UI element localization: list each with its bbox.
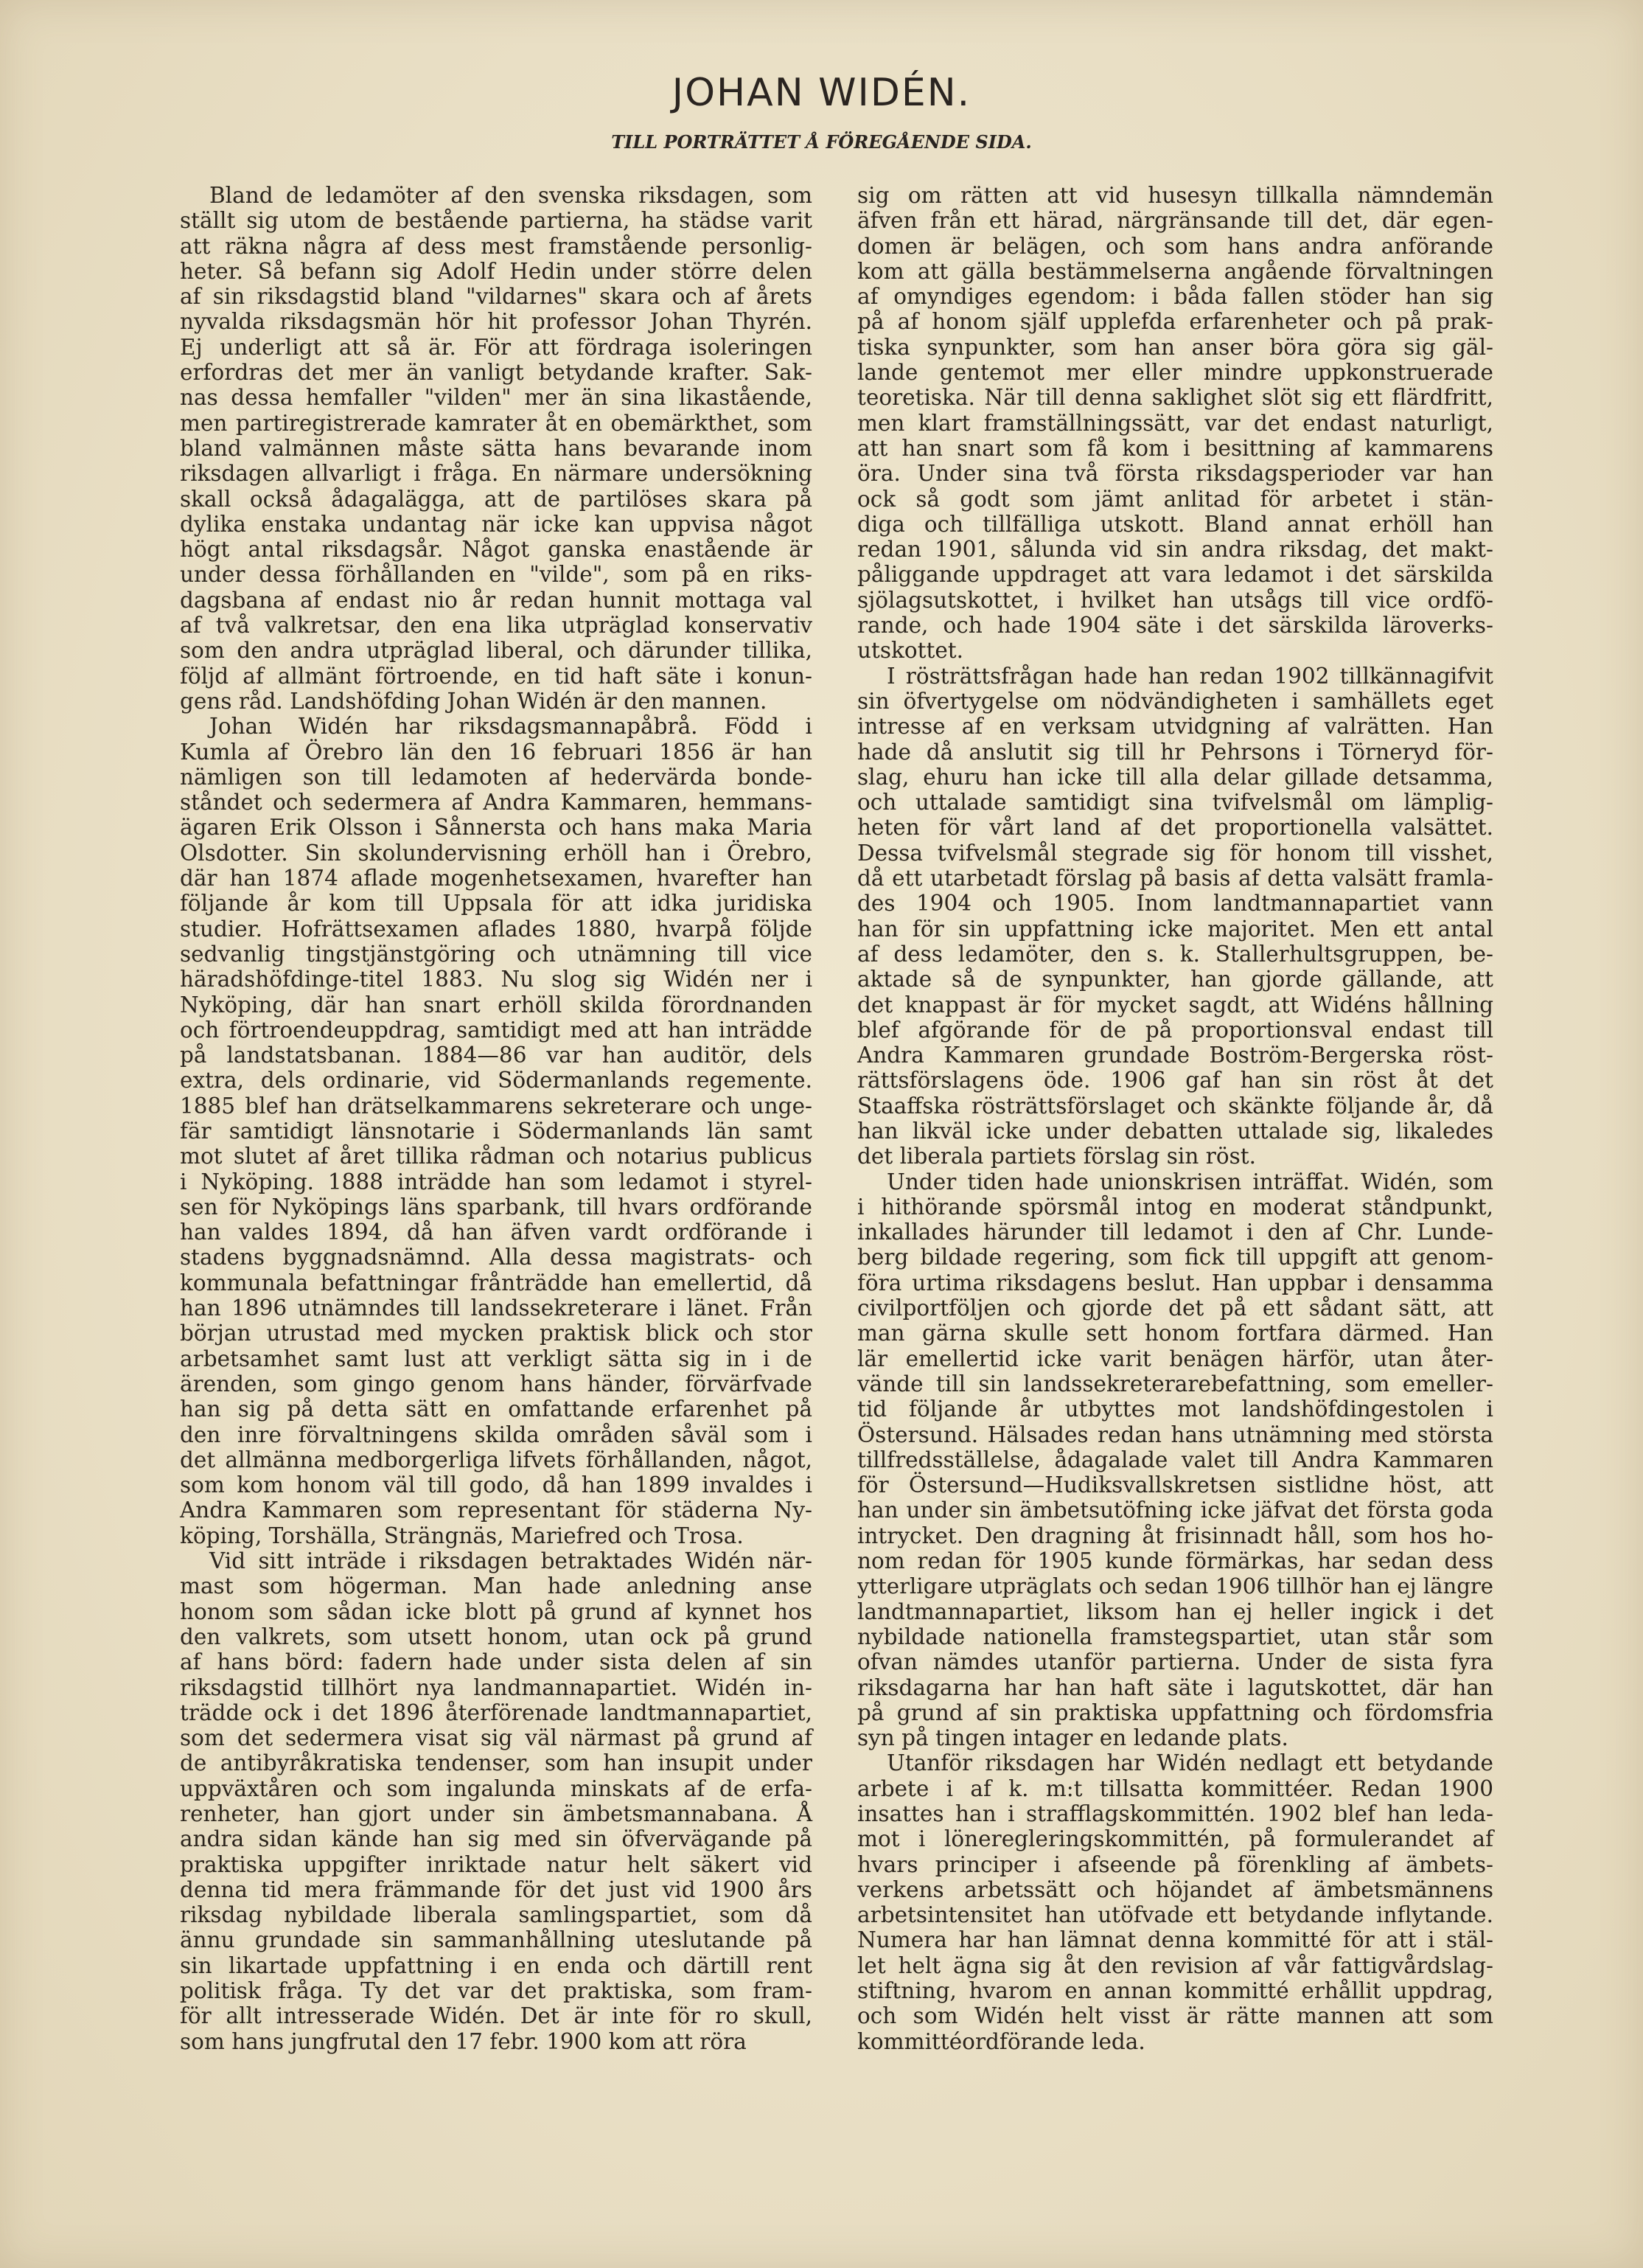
text-line: som det sedermera visat sig väl närmast på grund af (180, 1725, 812, 1751)
text-line: rande, och hade 1904 säte i det särskilda läroverks- (857, 613, 1493, 639)
text-line: intrycket. Den dragning åt frisinnadt håll, som hos ho- (857, 1523, 1493, 1548)
right-text-column (857, 183, 1493, 2054)
text-line: Olsdotter. Sin skolundervisning erhöll han i Örebro, (180, 840, 812, 866)
text-line: ståndet och sedermera af Andra Kammaren, hemmans- (180, 790, 812, 815)
text-line: Östersund. Hälsades redan hans utnämning med största (857, 1422, 1493, 1447)
article-title: JOHAN WIDÉN. (671, 71, 972, 115)
text-line: högt antal riksdagsår. Något ganska enastående är (180, 537, 812, 563)
text-line: vände till sin landssekreterarebefattning, som emeller- (857, 1371, 1493, 1396)
text-line: gens råd. Landshöfding Johan Widén är den mannen. (180, 688, 767, 714)
text-line: stadens byggnadsnämnd. Alla dessa magistrats- och (180, 1245, 812, 1270)
text-line: af omyndiges egendom: i båda fallen stöder han sig (857, 284, 1493, 310)
text-line: verkens arbetssätt och höjandet af ämbetsmännens (857, 1876, 1493, 1902)
text-line: då ett utarbetadt förslag på basis af detta valsätt framla- (857, 866, 1493, 891)
text-line: hade då anslutit sig till hr Pehrsons i Törneryd för- (857, 739, 1493, 765)
text-line: den valkrets, som utsett honom, utan ock på grund (180, 1624, 812, 1649)
text-line: riksdagstid tillhört nya landmannapartiet. Widén in- (180, 1674, 812, 1700)
text-line: Bland de ledamöter af den svenska riksdagen, som (209, 183, 812, 208)
text-line: slag, ehuru han icke till alla delar gillade detsamma, (857, 764, 1493, 790)
text-line: Andra Kammaren grundade Boström-Bergerska röst- (857, 1043, 1493, 1068)
text-line: arbetsintensitet han utöfvade ett betydande inflytande. (857, 1902, 1493, 1928)
text-line: insattes han i strafflagskommittén. 1902 blef han leda- (857, 1801, 1493, 1826)
text-line: lär emellertid icke varit benägen härför, utan åter- (857, 1346, 1493, 1371)
text-line: tid följande år utbyttes mot landshöfdingestolen i (857, 1396, 1493, 1422)
text-line: Vid sitt inträde i riksdagen betraktades Widén när- (209, 1548, 812, 1574)
text-line: riksdagarna har han haft säte i lagutskottet, där han (857, 1674, 1493, 1700)
text-line: utskottet. (857, 638, 964, 664)
text-line: han 1896 utnämndes till landssekreterare i länet. Från (180, 1295, 812, 1321)
text-line: början utrustad med mycken praktisk blick och stor (180, 1321, 812, 1346)
text-line: följd af allmänt förtroende, en tid haft säte i konun- (180, 663, 812, 689)
text-line: följande år kom till Uppsala för att idka juridiska (180, 891, 812, 916)
text-line: dylika enstaka undantag när icke kan uppvisa något (180, 511, 812, 537)
text-line: i hithörande spörsmål intog en moderat ståndpunkt, (857, 1194, 1493, 1220)
text-line: tiska synpunkter, som han anser böra göra sig gäl- (857, 334, 1493, 360)
text-line: ännu grundade sin sammanhållning uteslutande på (180, 1927, 812, 1953)
text-line: mast som högerman. Man hade anledning anse (180, 1573, 812, 1599)
text-line: diga och tillfälliga utskott. Bland annat erhöll han (857, 511, 1493, 537)
text-line: den inre förvaltningens skilda områden såväl som i (180, 1422, 812, 1447)
text-line: inkallades härunder till ledamot i den af Chr. Lunde- (857, 1220, 1493, 1245)
text-line: på af honom själf upplefda erfarenheter och på prak- (857, 309, 1493, 335)
text-line: riksdagen allvarligt i fråga. En närmare undersökning (180, 461, 812, 487)
text-line: blef afgörande för de på proportionsval endast till (857, 1017, 1493, 1043)
text-line: renheter, han gjort under sin ämbetsmannabana. Å (180, 1801, 812, 1826)
text-line: kommittéordförande leda. (857, 2028, 1145, 2054)
text-line: Dessa tvifvelsmål stegrade sig för honom till visshet, (857, 840, 1493, 866)
text-line: kommunala befattningar frånträdde han emellertid, då (180, 1270, 812, 1295)
text-line: sin likartade uppfattning i en enda och därtill rent (180, 1952, 812, 1978)
text-line: stiftning, hvarom en annan kommitté erhållit uppdrag, (857, 1978, 1493, 2004)
text-line: han likväl icke under debatten uttalade sig, likaledes (857, 1118, 1493, 1144)
text-line: nyvalda riksdagsmän hör hit professor Johan Thyrén. (180, 309, 812, 335)
text-line: syn på tingen intager en ledande plats. (857, 1725, 1288, 1751)
text-line: han valdes 1894, då han äfven vardt ordförande i (180, 1220, 812, 1245)
text-line: des 1904 och 1905. Inom landtmannapartiet vann (857, 891, 1493, 916)
text-line: dagsbana af endast nio år redan hunnit mottaga val (180, 587, 812, 613)
text-line: sig om rätten att vid husesyn tillkalla nämndemän (857, 183, 1493, 208)
text-line: som kom honom väl till godo, då han 1899 invaldes i (180, 1472, 812, 1498)
text-line: Ej underligt att så är. För att fördraga isoleringen (180, 334, 812, 360)
text-line: fär samtidigt länsnotarie i Södermanlands län samt (180, 1118, 812, 1144)
text-line: redan 1901, sålunda vid sin andra riksdag, det makt- (857, 537, 1493, 563)
text-line: sjölagsutskottet, i hvilket han utsågs till vice ordfö- (857, 587, 1493, 613)
text-line: ställt sig utom de bestående partierna, ha städse varit (180, 208, 812, 234)
text-line: Utanför riksdagen har Widén nedlagt ett betydande (887, 1750, 1493, 1776)
article-subtitle: TILL PORTRÄTTET Å FÖREGÅENDE SIDA. (611, 131, 1032, 153)
text-line: ärenden, som gingo genom hans händer, förvärfvade (180, 1371, 812, 1396)
text-line: tillfredsställelse, ådagalade valet till Andra Kammaren (857, 1447, 1493, 1472)
text-line: af dess ledamöter, den s. k. Stallerhultsgruppen, be- (857, 941, 1493, 967)
text-line: af två valkretsar, den ena lika utpräglad konservativ (180, 613, 812, 639)
text-line: lande gentemot mer eller mindre uppkonstruerade (857, 360, 1493, 386)
text-line: nybildade nationella framstegspartiet, utan står som (857, 1624, 1493, 1649)
text-line: föra urtima riksdagens beslut. Han uppbar i densamma (857, 1270, 1493, 1295)
text-line: sen för Nyköpings läns sparbank, till hvars ordförande (180, 1194, 812, 1220)
text-line: som hans jungfrutal den 17 febr. 1900 kom att röra (180, 2028, 747, 2054)
left-text-column (180, 183, 812, 2054)
text-line: arbetsamhet samt lust att verkligt sätta sig in i de (180, 1346, 812, 1371)
text-line: han under sin ämbetsutöfning icke jäfvat det första goda (857, 1497, 1493, 1523)
text-line: honom som sådan icke blott på grund af kynnet hos (180, 1599, 812, 1624)
text-line: domen är belägen, och som hans andra anförande (857, 233, 1493, 259)
text-line: men klart framställningssätt, var det endast naturligt, (857, 410, 1493, 436)
text-line: köping, Torshälla, Strängnäs, Mariefred och Trosa. (180, 1523, 744, 1548)
text-line: och som Widén helt visst är rätte mannen att som (857, 2003, 1493, 2029)
text-line: skall också ådagalägga, att de partilöses skara på (180, 486, 812, 512)
text-line: studier. Hofrättsexamen aflades 1880, hvarpå följde (180, 916, 812, 942)
text-line: ytterligare utpräglats och sedan 1906 tillhör han ej längre (857, 1573, 1493, 1599)
text-line: och förtroendeuppdrag, samtidigt med att han inträdde (180, 1017, 812, 1043)
text-line: let helt ägna sig åt den revision af vår fattigvårdslag- (857, 1952, 1493, 1978)
text-line: nas dessa hemfaller "vilden" mer än sina likastående, (180, 385, 812, 411)
text-line: öra. Under sina två första riksdagsperioder var han (857, 461, 1493, 487)
text-line: aktade så de synpunkter, han gjorde gällande, att (857, 967, 1493, 992)
text-line: nom redan för 1905 kunde förmärkas, har sedan dess (857, 1548, 1493, 1574)
text-line: 1885 blef han drätselkammarens sekreterare och unge- (180, 1093, 812, 1119)
text-line: extra, dels ordinarie, vid Södermanlands regemente. (180, 1068, 812, 1093)
text-line: ägaren Erik Olsson i Sånnersta och hans maka Maria (180, 815, 812, 841)
text-line: för Östersund—Hudiksvallskretsen sistlidne höst, att (857, 1472, 1493, 1498)
text-line: som den andra utpräglad liberal, och därunder tillika, (180, 638, 812, 664)
text-line: uppväxtåren och som ingalunda minskats af de erfa- (180, 1775, 812, 1801)
text-line: där han 1874 aflade mogenhetsexamen, hvarefter han (180, 866, 812, 891)
text-line: bland valmännen måste sätta hans bevarande inom (180, 435, 812, 461)
text-line: trädde ock i det 1896 återförenade landtmannapartiet, (180, 1700, 812, 1725)
text-line: man gärna skulle sett honom fortfara därmed. Han (857, 1321, 1493, 1346)
text-line: han sig på detta sätt en omfattande erfarenhet på (180, 1396, 812, 1422)
text-line: ofvan nämdes utanför partierna. Under de sista fyra (857, 1649, 1493, 1675)
text-line: de antibyråkratiska tendenser, som han insupit under (180, 1750, 812, 1776)
text-line: på landstatsbanan. 1884—86 var han auditör, dels (180, 1043, 812, 1068)
text-line: denna tid mera främmande för det just vid 1900 års (180, 1876, 812, 1902)
text-line: att räkna några af dess mest framstående personlig- (180, 233, 812, 259)
text-line: för allt intresserade Widén. Det är inte för ro skull, (180, 2003, 812, 2029)
text-line: rättsförslagens öde. 1906 gaf han sin röst åt det (857, 1068, 1493, 1093)
text-line: af hans börd: fadern hade under sista delen af sin (180, 1649, 812, 1675)
text-line: det liberala partiets förslag sin röst. (857, 1144, 1256, 1169)
text-line: heter. Så befann sig Adolf Hedin under större delen (180, 258, 812, 284)
text-line: nämligen son till ledamoten af hedervärda bonde- (180, 764, 812, 790)
text-line: andra sidan kände han sig med sin öfvervägande på (180, 1826, 812, 1852)
text-line: Under tiden hade unionskrisen inträffat. Widén, som (887, 1169, 1493, 1194)
text-line: intresse af en verksam utvidgning af valrätten. Han (857, 714, 1493, 740)
text-line: praktiska uppgifter inriktade natur helt säkert vid (180, 1851, 812, 1877)
text-line: Nyköping, där han snart erhöll skilda förordnanden (180, 992, 812, 1018)
text-line: Numera har han lämnat denna kommitté för att i stäl- (857, 1927, 1493, 1953)
text-line: häradshöfdinge-titel 1883. Nu slog sig Widén ner i (180, 967, 812, 992)
text-line: arbete i af k. m:t tillsatta kommittéer. Redan 1900 (857, 1775, 1493, 1801)
text-line: mot slutet af året tillika rådman och notarius publicus (180, 1144, 812, 1169)
text-line: påliggande uppdraget att vara ledamot i det särskilda (857, 562, 1493, 588)
text-line: Andra Kammaren som representant för städerna Ny- (180, 1497, 812, 1523)
text-line: äfven från ett härad, närgränsande till det, där egen- (857, 208, 1493, 234)
text-line: civilportföljen och gjorde det på ett sådant sätt, att (857, 1295, 1493, 1321)
text-line: I rösträttsfrågan hade han redan 1902 tillkännagifvit (887, 663, 1493, 689)
text-line: på grund af sin praktiska uppfattning och fördomsfria (857, 1700, 1493, 1725)
text-line: att han snart som få kom i besittning af kammarens (857, 435, 1493, 461)
text-line: ock så godt som jämt anlitad för arbetet i stän- (857, 486, 1493, 512)
text-line: politisk fråga. Ty det var det praktiska, som fram- (180, 1978, 812, 2004)
text-line: sin öfvertygelse om nödvändigheten i samhällets eget (857, 688, 1493, 714)
text-line: Johan Widén har riksdagsmannapåbrå. Född i (209, 714, 812, 740)
text-line: det knappast är för mycket sagdt, att Widéns hållning (857, 992, 1493, 1018)
text-line: Kumla af Örebro län den 16 februari 1856 är han (180, 739, 812, 765)
text-line: kom att gälla bestämmelserna angående förvaltningen (857, 258, 1493, 284)
text-line: heten för vårt land af det proportionella valsättet. (857, 815, 1493, 841)
text-line: sedvanlig tingstjänstgöring och utnämning till vice (180, 941, 812, 967)
text-line: det allmänna medborgerliga lifvets förhållanden, något, (180, 1447, 812, 1472)
text-line: af sin riksdagstid bland "vildarnes" skara och af årets (180, 284, 812, 310)
text-line: men partiregistrerade kamrater åt en obemärkthet, som (180, 410, 812, 436)
text-line: landtmannapartiet, liksom han ej heller ingick i det (857, 1599, 1493, 1624)
text-line: erfordras det mer än vanligt betydande krafter. Sak- (180, 360, 812, 386)
text-line: han för sin uppfattning icke majoritet. Men ett antal (857, 916, 1493, 942)
text-line: och uttalade samtidigt sina tvifvelsmål om lämplig- (857, 790, 1493, 815)
text-line: i Nyköping. 1888 inträdde han som ledamot i styrel- (180, 1169, 812, 1194)
text-line: under dessa förhållanden en "vilde", som på en riks- (180, 562, 812, 588)
text-line: riksdag nybildade liberala samlingspartiet, som då (180, 1902, 812, 1928)
text-line: mot i löneregleringskommittén, på formulerandet af (857, 1826, 1493, 1852)
text-line: berg bildade regering, som fick till uppgift att genom- (857, 1245, 1493, 1270)
text-line: teoretiska. När till denna saklighet slöt sig ett flärdfritt, (857, 385, 1493, 411)
text-line: Staaffska rösträttsförslaget och skänkte följande år, då (857, 1093, 1493, 1119)
text-line: hvars principer i afseende på förenkling af ämbets- (857, 1851, 1493, 1877)
